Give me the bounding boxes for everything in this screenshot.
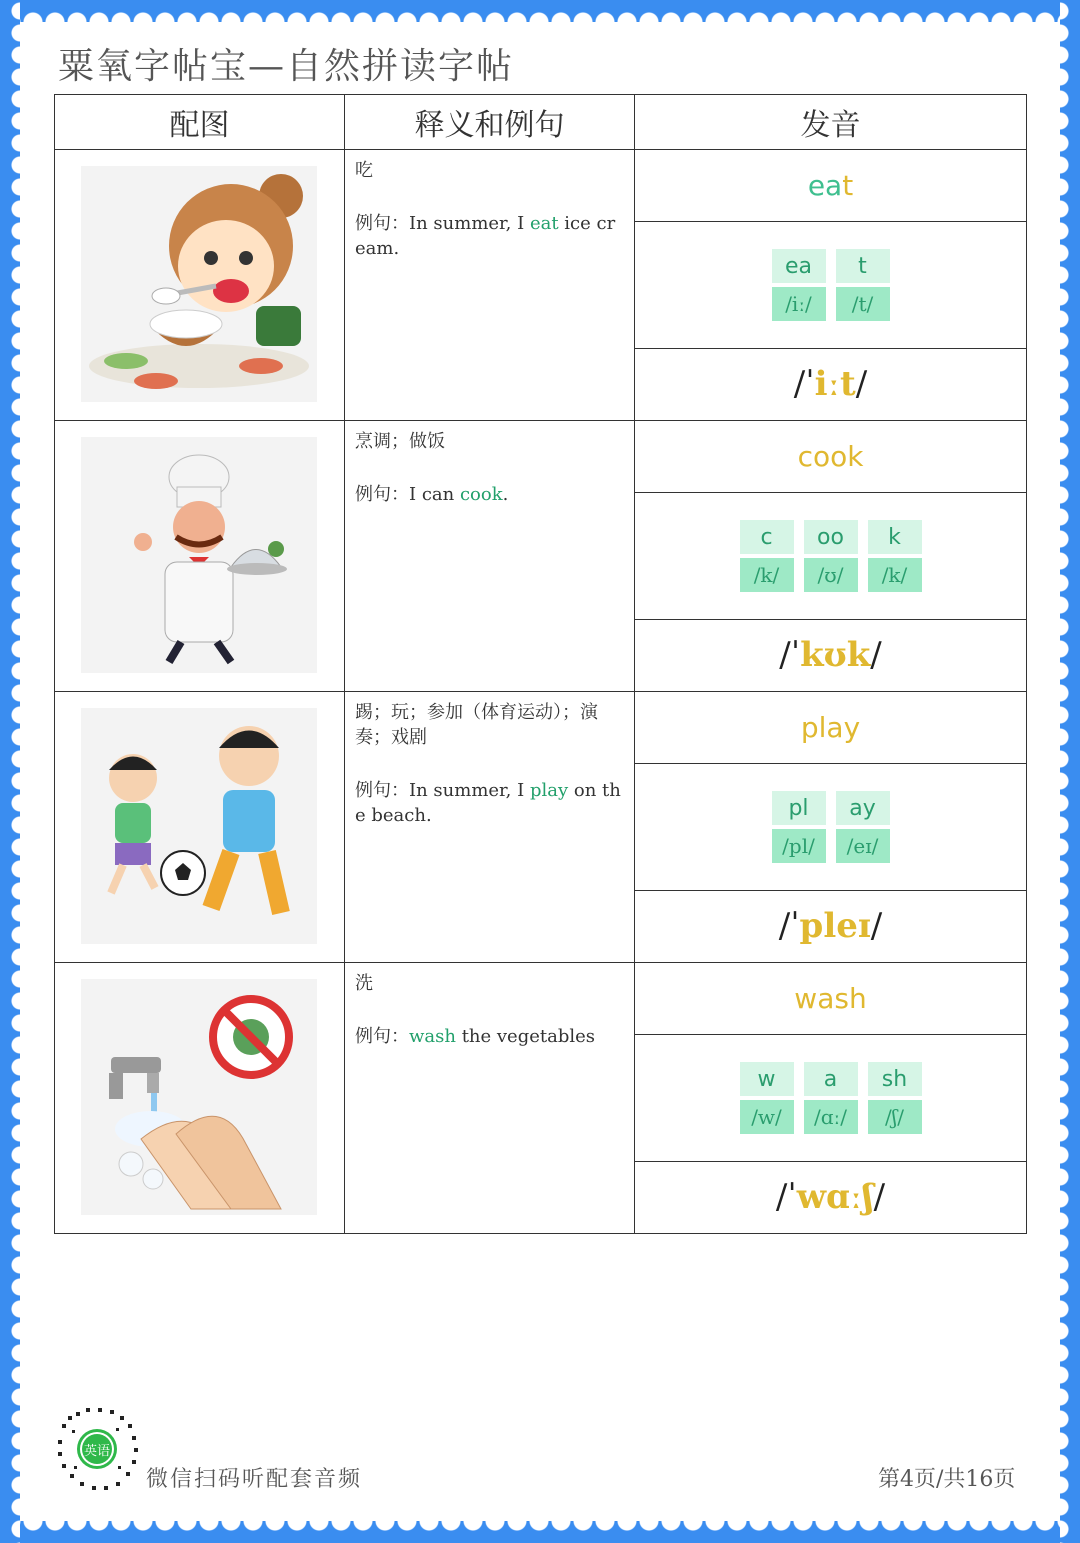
picture-cell (55, 692, 345, 963)
ipa-transcription (635, 1162, 1026, 1232)
ipa-core: pleɪ (799, 906, 871, 946)
meaning-cell (345, 150, 635, 421)
segment-letters: w (740, 1062, 794, 1096)
table-row (55, 150, 1027, 421)
word-text: play (800, 711, 861, 744)
example-keyword: eat (529, 213, 559, 234)
phonics-segment[interactable] (804, 520, 858, 592)
picture-cell (55, 150, 345, 421)
ipa-core: kʊk (800, 635, 871, 675)
ipa-transcription (635, 891, 1026, 961)
header-meaning: 释义和例句 (345, 95, 635, 150)
example-prefix: 例句： (355, 484, 409, 505)
washing-hands-icon (81, 979, 317, 1215)
segment-ipa: /eɪ/ (836, 829, 890, 863)
example-sentence (345, 996, 634, 1049)
example-sentence (345, 183, 634, 261)
segment-ipa: /iː/ (772, 287, 826, 321)
meaning-text: 洗 (355, 973, 373, 994)
decorative-border-right (1060, 0, 1080, 1543)
word-part-consonant: t (842, 169, 854, 202)
page-indicator: 第4页/共16页 (878, 1467, 1016, 1492)
ipa-transcription (635, 620, 1026, 690)
phonics-segment[interactable] (836, 791, 890, 863)
wechat-qr-code-icon[interactable] (52, 1404, 142, 1494)
pronunciation-cell (635, 421, 1027, 692)
phonics-segment[interactable] (740, 1062, 794, 1134)
phonics-segment[interactable] (772, 791, 826, 863)
ipa-core: wɑːʃ (796, 1177, 874, 1217)
example-before: I can (409, 484, 460, 505)
ipa-core: iːt (814, 364, 856, 404)
example-prefix: 例句： (355, 780, 409, 801)
example-keyword: play (529, 780, 569, 801)
example-sentence (345, 750, 634, 828)
segment-letters: ay (836, 791, 890, 825)
phonics-table (54, 94, 1027, 1234)
segment-ipa: /pl/ (772, 829, 826, 863)
example-prefix: 例句： (355, 1026, 409, 1047)
segment-ipa: /t/ (836, 287, 890, 321)
segment-row (635, 764, 1026, 891)
segment-row (635, 1035, 1026, 1162)
word-display[interactable] (635, 692, 1026, 764)
segment-ipa: /k/ (740, 558, 794, 592)
word-text: wash (794, 982, 867, 1015)
segment-letters: ea (772, 249, 826, 283)
table-row (55, 963, 1027, 1234)
example-before: In summer, I (409, 213, 530, 234)
word-part-vowel: ea (807, 169, 843, 202)
meaning-text: 烹调；做饭 (355, 431, 445, 452)
example-after: the vegetables (455, 1026, 596, 1047)
ipa-suffix: / (870, 906, 883, 946)
segment-row (635, 493, 1026, 620)
kids-playing-soccer-icon (81, 708, 317, 944)
pronunciation-cell (635, 150, 1027, 421)
table-row (55, 421, 1027, 692)
segment-letters: k (868, 520, 922, 554)
ipa-suffix: / (870, 635, 882, 675)
word-display[interactable] (635, 421, 1026, 493)
decorative-border-left (0, 0, 20, 1543)
phonics-segment[interactable] (804, 1062, 858, 1134)
pronunciation-cell (635, 963, 1027, 1234)
example-after: on the beach. (355, 780, 621, 826)
scan-instruction: 微信扫码听配套音频 (146, 1467, 363, 1492)
segment-letters: oo (804, 520, 858, 554)
decorative-border-top (0, 0, 1080, 22)
decorative-border-bottom (0, 1521, 1080, 1543)
word-text: cook (797, 440, 864, 473)
ipa-prefix: /ˈ (775, 1177, 797, 1217)
segment-ipa: /w/ (740, 1100, 794, 1134)
ipa-prefix: /ˈ (778, 906, 800, 946)
segment-ipa: /ʃ/ (868, 1100, 922, 1134)
table-row (55, 692, 1027, 963)
phonics-segment[interactable] (772, 249, 826, 321)
qr-center-label: 英语 (83, 1444, 111, 1459)
meaning-cell (345, 692, 635, 963)
segment-ipa: /ʊ/ (804, 558, 858, 592)
segment-letters: pl (772, 791, 826, 825)
example-keyword: cook (459, 484, 503, 505)
meaning-text: 踢；玩；参加（体育运动）；演奏；戏剧 (355, 702, 598, 748)
table-header-row (55, 95, 1027, 150)
ipa-prefix: /ˈ (779, 635, 801, 675)
picture-cell (55, 421, 345, 692)
page-title: 粟氧字帖宝—自然拼读字帖 (58, 46, 515, 87)
segment-row (635, 222, 1026, 349)
ipa-transcription (635, 349, 1026, 419)
example-before: In summer, I (409, 780, 530, 801)
phonics-segment[interactable] (740, 520, 794, 592)
word-display[interactable] (635, 150, 1026, 222)
pronunciation-cell (635, 692, 1027, 963)
phonics-segment[interactable] (868, 1062, 922, 1134)
example-after: . (502, 484, 509, 505)
ipa-suffix: / (855, 364, 868, 404)
phonics-segment[interactable] (836, 249, 890, 321)
phonics-segment[interactable] (868, 520, 922, 592)
meaning-text: 吃 (355, 160, 373, 181)
example-prefix: 例句： (355, 213, 409, 234)
example-keyword: wash (409, 1026, 456, 1047)
picture-cell (55, 963, 345, 1234)
segment-letters: t (836, 249, 890, 283)
segment-ipa: /ɑː/ (804, 1100, 858, 1134)
segment-letters: a (804, 1062, 858, 1096)
meaning-cell (345, 421, 635, 692)
example-after: ice cream. (355, 213, 616, 259)
word-display[interactable] (635, 963, 1026, 1035)
ipa-suffix: / (873, 1177, 886, 1217)
segment-letters: c (740, 520, 794, 554)
ipa-prefix: /ˈ (793, 364, 815, 404)
segment-letters: sh (868, 1062, 922, 1096)
meaning-cell (345, 963, 635, 1234)
example-sentence (345, 454, 634, 507)
header-pronunciation: 发音 (635, 95, 1027, 150)
header-picture: 配图 (55, 95, 345, 150)
girl-eating-icon (81, 166, 317, 402)
chef-icon (81, 437, 317, 673)
segment-ipa: /k/ (868, 558, 922, 592)
